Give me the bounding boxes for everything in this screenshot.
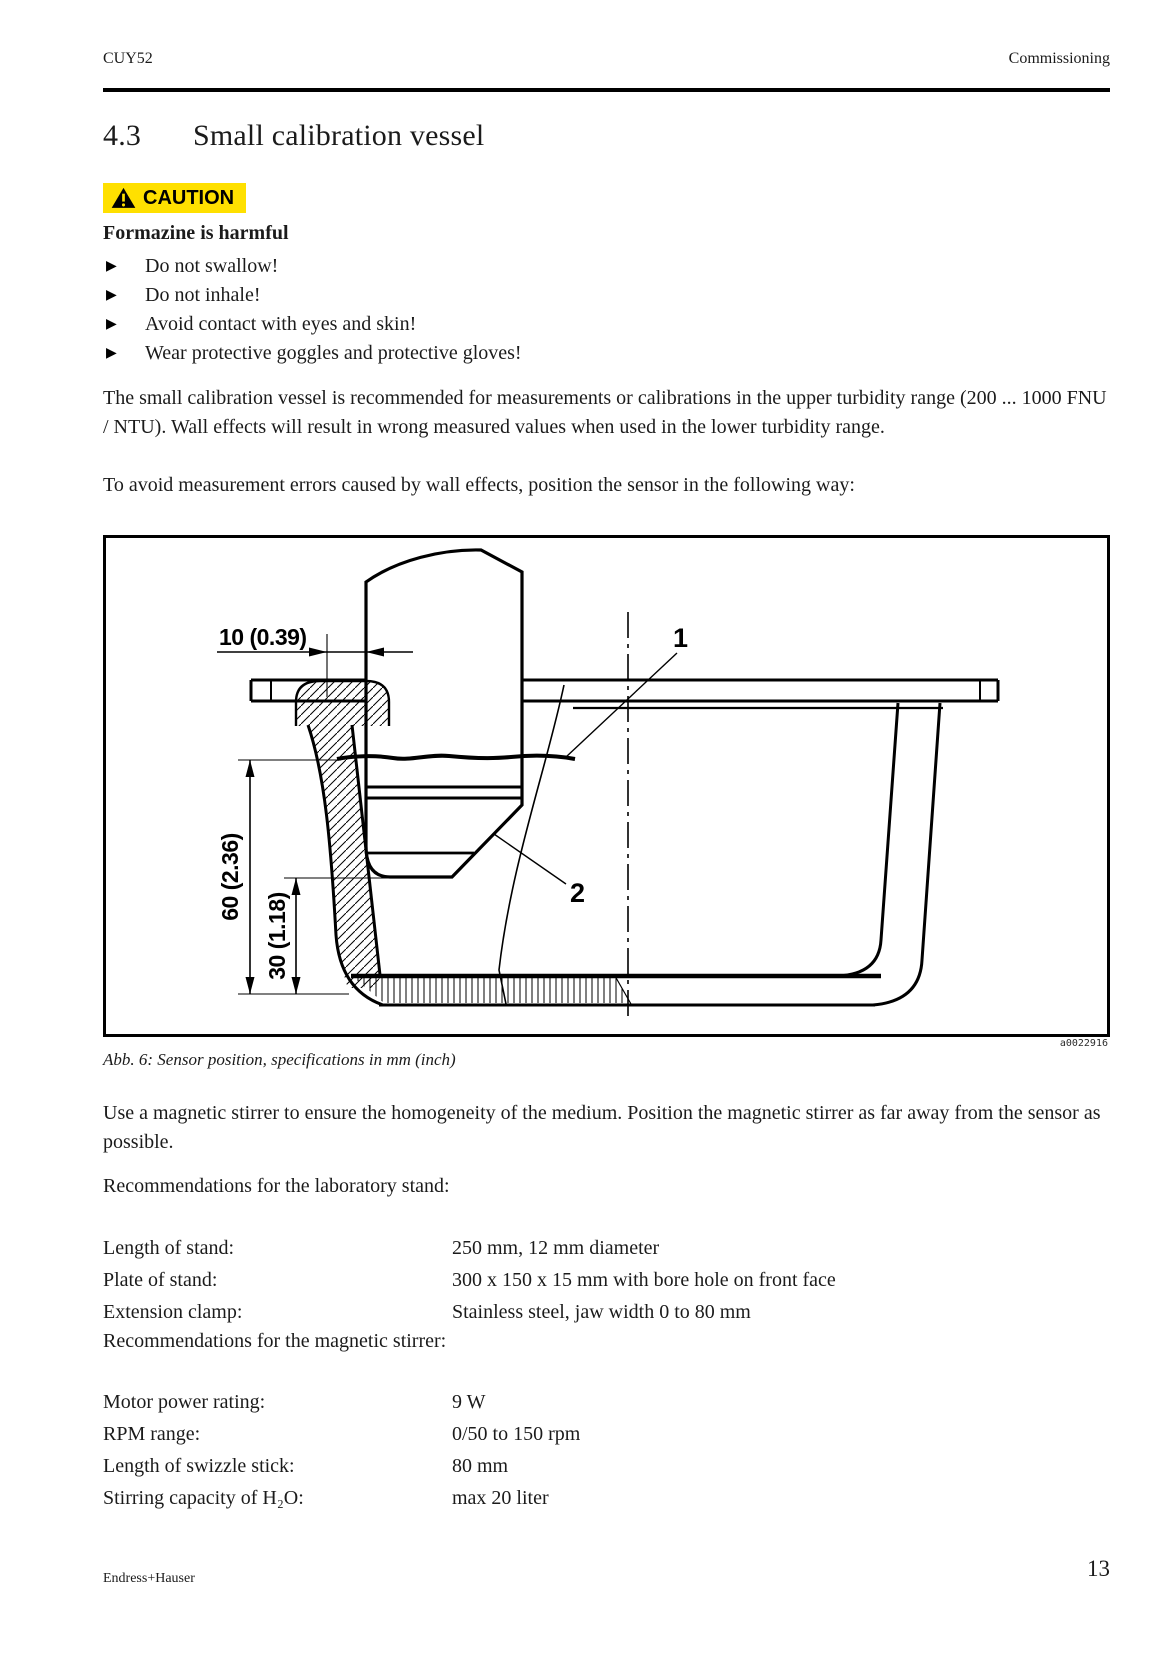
list-item xyxy=(103,281,1103,310)
footer-company: Endress+Hauser xyxy=(103,1571,195,1586)
table-row-value: 80 mm xyxy=(452,1455,509,1477)
dimension-tip-label: 30 (1.18) xyxy=(264,892,290,980)
vessel-bottom xyxy=(351,976,881,1005)
table-row-value: 250 mm, 12 mm diameter xyxy=(452,1237,660,1259)
figure-image-code: a0022916 xyxy=(1059,1038,1108,1049)
table-row-value: Stainless steel, jaw width 0 to 80 mm xyxy=(452,1301,751,1323)
caution-badge xyxy=(103,183,246,213)
table-row-label: Plate of stand: xyxy=(103,1269,218,1291)
section-number: 4.3 xyxy=(103,119,142,152)
table-row-label: Length of swizzle stick: xyxy=(103,1455,295,1477)
section-heading xyxy=(103,119,485,153)
caution-badge-label: CAUTION xyxy=(143,186,235,209)
bullet-text: Do not inhale! xyxy=(145,284,261,306)
header-doc-code: CUY52 xyxy=(103,50,153,67)
table-row-label: Stirring capacity of H₂O: xyxy=(103,1487,304,1509)
vessel-right-wall xyxy=(838,703,940,1005)
table-row xyxy=(103,1232,1110,1264)
list-item xyxy=(103,310,1103,339)
table-row-label: RPM range: xyxy=(103,1423,201,1445)
intro-paragraph: The small calibration vessel is recommended for measurements or calibrations in the upper turbidity range (200 ... 1000 FNU / NTU). Wall effects will result in wrong measured values when used in the lower turbidity range. xyxy=(103,387,1107,438)
svg-text:1: 1 xyxy=(673,623,689,653)
table-row xyxy=(103,1418,1110,1450)
part-label-1 xyxy=(566,623,688,757)
figure-caption: Abb. 6: Sensor position, specifications in mm (inch) xyxy=(103,1050,456,1069)
bullet-text: Avoid contact with eyes and skin! xyxy=(145,313,417,335)
header-section-name: Commissioning xyxy=(1008,50,1110,67)
table-row xyxy=(103,1386,1110,1418)
list-item xyxy=(103,339,1103,368)
table-row-value: max 20 liter xyxy=(452,1487,549,1509)
section-title: Small calibration vessel xyxy=(193,119,485,152)
svg-text:2: 2 xyxy=(570,878,586,908)
figure-sensor-position-drawing xyxy=(103,535,1110,1037)
lab-stand-table xyxy=(103,1232,1110,1328)
list-item xyxy=(103,252,1103,281)
bullet-triangle-icon: ▶ xyxy=(106,316,117,332)
part-label-2 xyxy=(494,834,585,908)
table-row-value: 300 x 150 x 15 mm with bore hole on front face xyxy=(452,1269,836,1291)
table-row-value: 0/50 to 150 rpm xyxy=(452,1423,581,1445)
table-row xyxy=(103,1450,1110,1482)
table-row-label: Length of stand: xyxy=(103,1237,235,1259)
stirrer-note: Use a magnetic stirrer to ensure the homogeneity of the medium. Position the magnetic stirrer as far away from the sensor as possible. xyxy=(103,1102,1101,1153)
magnetic-stirrer-table xyxy=(103,1386,1110,1514)
warning-triangle-icon xyxy=(111,187,136,209)
table-row xyxy=(103,1264,1110,1296)
table-row xyxy=(103,1296,1110,1328)
figure-border xyxy=(105,537,1109,1036)
magnetic-stirrer-title: Recommendations for the magnetic stirrer: xyxy=(103,1330,447,1352)
table-row xyxy=(103,1482,1110,1514)
table-row-value: 9 W xyxy=(452,1391,486,1413)
table-row-label: Extension clamp: xyxy=(103,1301,243,1323)
lab-stand-title: Recommendations for the laboratory stand: xyxy=(103,1175,450,1197)
positioning-note: To avoid measurement errors caused by wall effects, position the sensor in the following way: xyxy=(103,474,855,496)
dimension-depth-label: 60 (2.36) xyxy=(217,833,243,921)
footer-page-number: 13 xyxy=(1087,1556,1110,1581)
bullet-text: Do not swallow! xyxy=(145,255,279,277)
vessel-left-wall-section xyxy=(296,681,389,1005)
bullet-triangle-icon: ▶ xyxy=(106,287,117,303)
table-row-label: Motor power rating: xyxy=(103,1391,266,1413)
bullet-triangle-icon: ▶ xyxy=(106,345,117,361)
header-rule xyxy=(103,88,1110,92)
liquid-level-line xyxy=(238,756,575,760)
bullet-text: Wear protective goggles and protective gloves! xyxy=(145,342,522,364)
caution-title: Formazine is harmful xyxy=(103,222,289,244)
dimension-gap-label: 10 (0.39) xyxy=(219,624,307,650)
caution-bullet-list xyxy=(103,252,1103,368)
bullet-triangle-icon: ▶ xyxy=(106,258,117,274)
